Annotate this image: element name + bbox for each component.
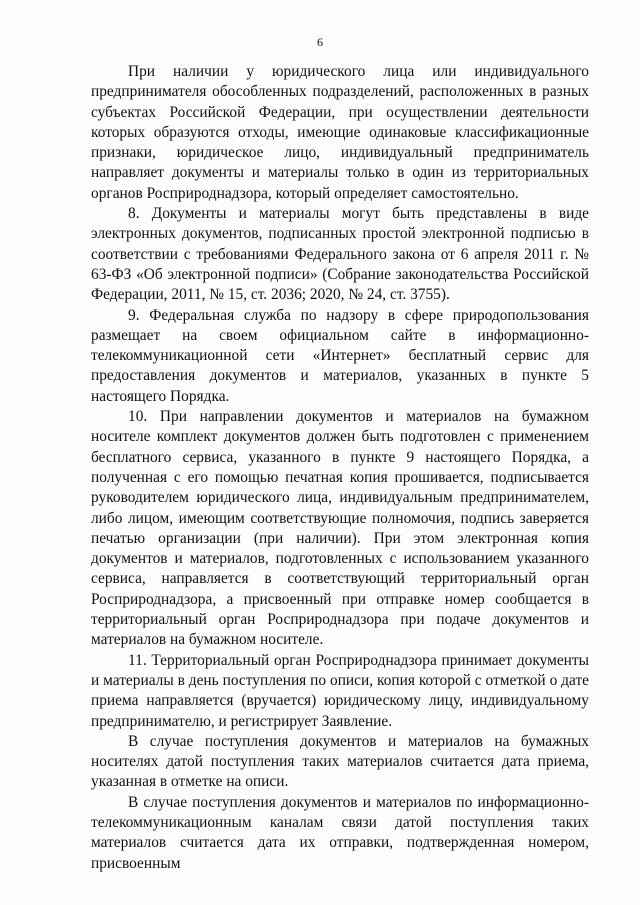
paragraph-11-acceptance: 11. Территориальный орган Росприроднадзора принимает документы и материалы в день поступления по описи, копия которой с отметкой о дате приема направляется (вручается) юридическому лицу, индивидуальному предпринимателю, и регистрирует Заявление. xyxy=(91,651,589,730)
paragraph-9-free-service: 9. Федеральная служба по надзору в сфере природопользования размещает на своем официальном сайте в информационно-телекоммуникационной сети «Интернет» бесплатный сервис для предоставления документов и материалов, указанных в пункте 5 настоящего Порядка. xyxy=(91,306,589,405)
paragraph-10-paper-submission: 10. При направлении документов и материалов на бумажном носителе комплект документов должен быть подготовлен с применением бесплатного сервиса, указанного в пункте 9 настоящего Порядка, а полученная с его помощью печатная копия прошивается, подписывается руководителем юридического лица, индивидуальным предпринимателем, либо лицом, имеющим соответствующие полномочия, подпись заверяется печатью организации (при наличии). При этом электронная копия документов и материалов, подготовленных с использованием указанного сервиса, направляется в соответствующий территориальный орган Росприроднадзора, а присвоенный при отправке номер сообщается в территориальный орган Росприроднадзора при подаче документов и материалов на бумажном носителе. xyxy=(91,408,589,649)
document-body xyxy=(91,62,589,874)
page-number: 6 xyxy=(317,35,323,49)
paragraph-subdivisions: При наличии у юридического лица или индивидуального предпринимателя обособленных подразделений, расположенных в разных субъектах Российской Федерации, при осуществлении деятельности которых образуются отходы, имеющие одинаковые классификационные признаки, юридическое лицо, индивидуальный предприниматель направляет документы и материалы только в один из территориальных органов Росприроднадзора, который определяет самостоятельно. xyxy=(91,63,589,202)
paragraph-electronic-receipt-date: В случае поступления документов и материалов по информационно-телекоммуникационным каналам связи датой поступления таких материалов считается дата их отправки, подтвержденная номером, присвоенным xyxy=(91,793,589,872)
paragraph-8-electronic-documents: 8. Документы и материалы могут быть представлены в виде электронных документов, подписанных простой электронной подписью в соответствии с требованиями Федерального закона от 6 апреля 2011 г. № 63-ФЗ «Об электронной подписи» (Собрание законодательства Российской Федерации, 2011, № 15, ст. 2036; 2020, № 24, ст. 3755). xyxy=(91,205,589,304)
paragraph-paper-receipt-date: В случае поступления документов и материалов на бумажных носителях датой поступления таких материалов считается дата приема, указанная в отметке на описи. xyxy=(91,732,589,791)
